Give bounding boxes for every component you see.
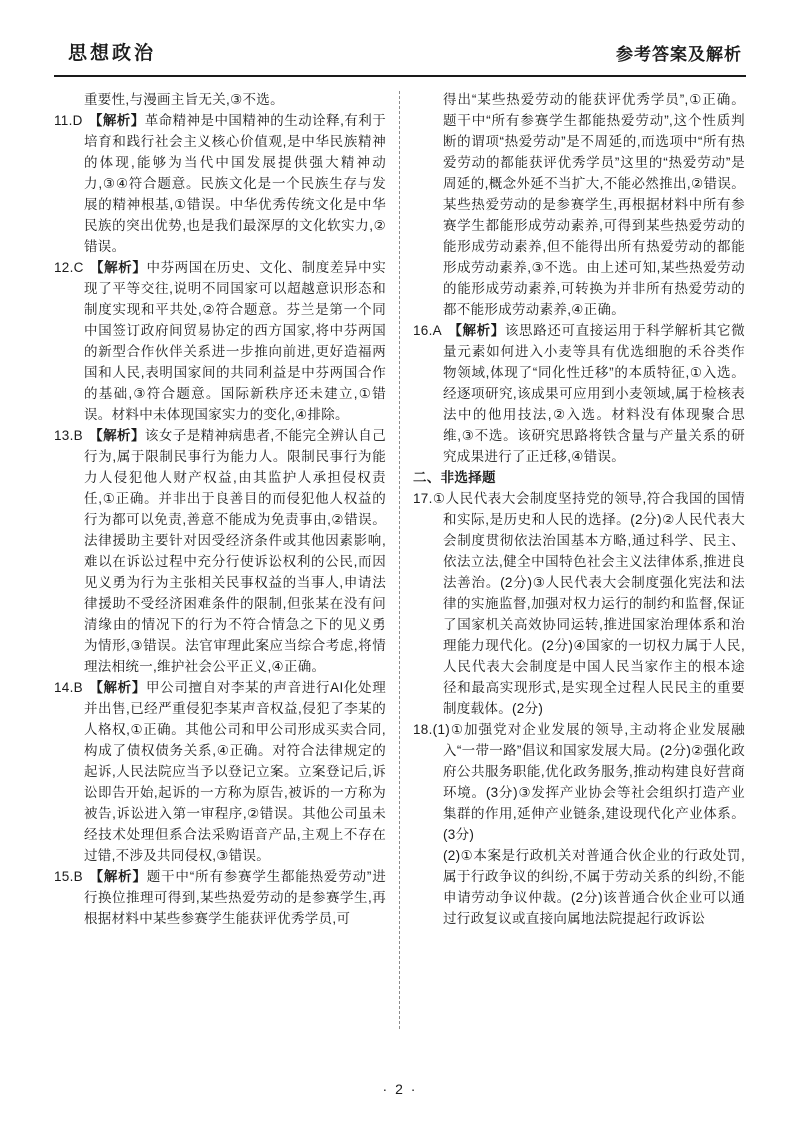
numbered-answer: 17.①人民代表大会制度坚持党的领导,符合我国的国情和实际,是历史和人民的选择。(2分)②人民代表大会制度贯彻依法治国基本方略,通过科学、民主、依法立法,健全中国特色社会主义法律体系,推进良法善治。(2分)③人民代表大会制度强化宪法和法律的实施监督,加强对权力运行的制约和监督,保证了国家机关高效协同运转,推进国家治理体系和治理能力现代化。(2分)④国家的一切权力属于人民,人民代表大会制度是中国人民当家作主的根本途径和最高实现形式,是实现全过程人民民主的重要制度载体。(2分) [413,491,745,716]
right-column [413,89,745,1039]
answer-item: 14.B 【解析】甲公司擅自对李某的声音进行AI化处理并出售,已经严重侵犯李某声音权益,侵犯了李某的人格权,①正确。其他公司和甲公司形成买卖合同,构成了债权债务关系,④正确。对符合法律规定的起诉,人民法院应当予以登记立案。立案登记后,诉讼即告开始,起诉的一方称为原告,被诉的一方称为被告,诉讼进入第一审程序,②错误。其他公司虽未经技术处理但系合法采购语音产品,主观上不存在过错,不涉及共同侵权,③错误。 [54,680,387,863]
page-footer [0,1081,800,1097]
answer-number: 11.D [54,113,83,128]
left-column [54,89,386,1039]
answer-number: 14.B [54,680,83,695]
answer-item: 12.C 【解析】中芬两国在历史、文化、制度差异中实现了平等交往,说明不同国家可以超越意识形态和制度实现和平共处,②符合题意。芬兰是第一个同中国签订政府间贸易协定的西方国家,将中芬两国的新型合作伙伴关系进一步推向前进,更好造福两国和人民,表明国家间的共同利益是中芬两国合作的基础,③符合题意。国际新秩序还未建立,①错误。材料中未体现国家实力的变化,④排除。 [54,260,386,422]
analysis-tag: 【解析】 [88,869,147,884]
answer-key-title: 参考答案及解析 [616,45,742,64]
subject-title: 思想政治 [68,43,157,64]
analysis-tag: 【解析】 [89,260,147,275]
numbered-answer: 18.(1)①加强党对企业发展的领导,主动将企业发展融入“一带一路”倡议和国家发展大局。(2分)②强化政府公共服务职能,优化政务服务,推动构建良好营商环境。(3分)③发挥产业协会等社会组织打造产业集群的作用,延伸产业链条,建设现代化产业体系。(3分) [413,722,745,842]
answer-item: 11.D 【解析】革命精神是中国精神的生动诠释,有利于培育和践行社会主义核心价值观,是中华民族精神的体现,能够为当代中国发展提供强大精神动力,③④符合题意。民族文化是一个民族生存与发展的精神根基,①错误。中华优秀传统文化是中华民族的突出优势,也是我们最深厚的文化软实力,②错误。 [54,113,386,254]
page-number: · 2 · [382,1081,418,1097]
answer-item: 15.B 【解析】题干中“所有参赛学生都能热爱劳动”进行换位推理可得到,某些热爱劳动的是参赛学生,再根据材料中某些参赛学生能获评优秀学员,可 [54,869,386,926]
answer-item: 13.B 【解析】该女子是精神病患者,不能完全辨认自己行为,属于限制民事行为能力人。限制民事行为能力人侵犯他人财产权益,由其监护人承担侵权责任,①正确。并非出于良善目的而侵犯他人权益的行为都可以免责,善意不能成为免责事由,②错误。法律援助主要针对因受经济条件或其他因素影响,难以在诉讼过程中充分行使诉讼权利的公民,而因见义勇为行为主张相关民事权益的当事人,申请法律援助不受经济困难条件的限制,但张某在没有问清缘由的情况下的行为不符合情急之下的见义勇为情形,③错误。法官审理此案应当综合考虑,将情理法相统一,维护社会公平正义,④正确。 [54,428,386,674]
answer-number: 17. [413,491,433,506]
page-header [54,38,746,77]
answer-number: 18. [413,722,433,737]
analysis-tag: 【解析】 [447,323,505,338]
sub-paragraph: (2)①本案是行政机关对普通合伙企业的行政处罚,属于行政争议的纠纷,不属于劳动关系的纠纷,不能申请劳动争议仲裁。(2分)该普通合伙企业可以通过行政复议或直接向属地法院提起行政诉讼 [443,848,745,926]
continuation-paragraph: 重要性,与漫画主旨无关,③不选。 [84,92,284,107]
answer-number: 12.C [54,260,84,275]
answer-number: 16.A [413,323,442,338]
column-divider [399,91,400,1029]
analysis-tag: 【解析】 [88,113,145,128]
content-columns [54,89,746,1039]
analysis-tag: 【解析】 [88,680,147,695]
analysis-tag: 【解析】 [88,428,145,443]
answer-item: 16.A 【解析】该思路还可直接运用于科学解析其它微量元素如何进入小麦等具有优选细胞的禾谷类作物领域,体现了“同化性迁移”的本质特征,①入选。经逐项研究,该成果可应用到小麦领域,属于检核表法中的他用技法,②入选。材料没有体现聚合思维,③不选。该研究思路将铁含量与产量关系的研究成果进行了正迁移,④错误。 [413,323,745,464]
continuation-paragraph: 得出“某些热爱劳动的能获评优秀学员”,①正确。题干中“所有参赛学生都能热爱劳动”,这个性质判断的谓项“热爱劳动”是不周延的,而选项中“所有热爱劳动的都能获评优秀学员”这里的“热爱劳动”是周延的,概念外延不当扩大,不能必然推出,②错误。某些热爱劳动的是参赛学生,再根据材料中所有参赛学生都能形成劳动素养,可得到某些热爱劳动的能形成劳动素养,但不能得出所有热爱劳动的都能形成劳动素养,③不选。由上述可知,某些热爱劳动的能形成劳动素养,可转换为并非所有热爱劳动的都不能形成劳动素养,④正确。 [443,92,745,317]
section-heading: 二、非选择题 [413,470,496,485]
answer-number: 13.B [54,428,83,443]
answer-number: 15.B [54,869,83,884]
